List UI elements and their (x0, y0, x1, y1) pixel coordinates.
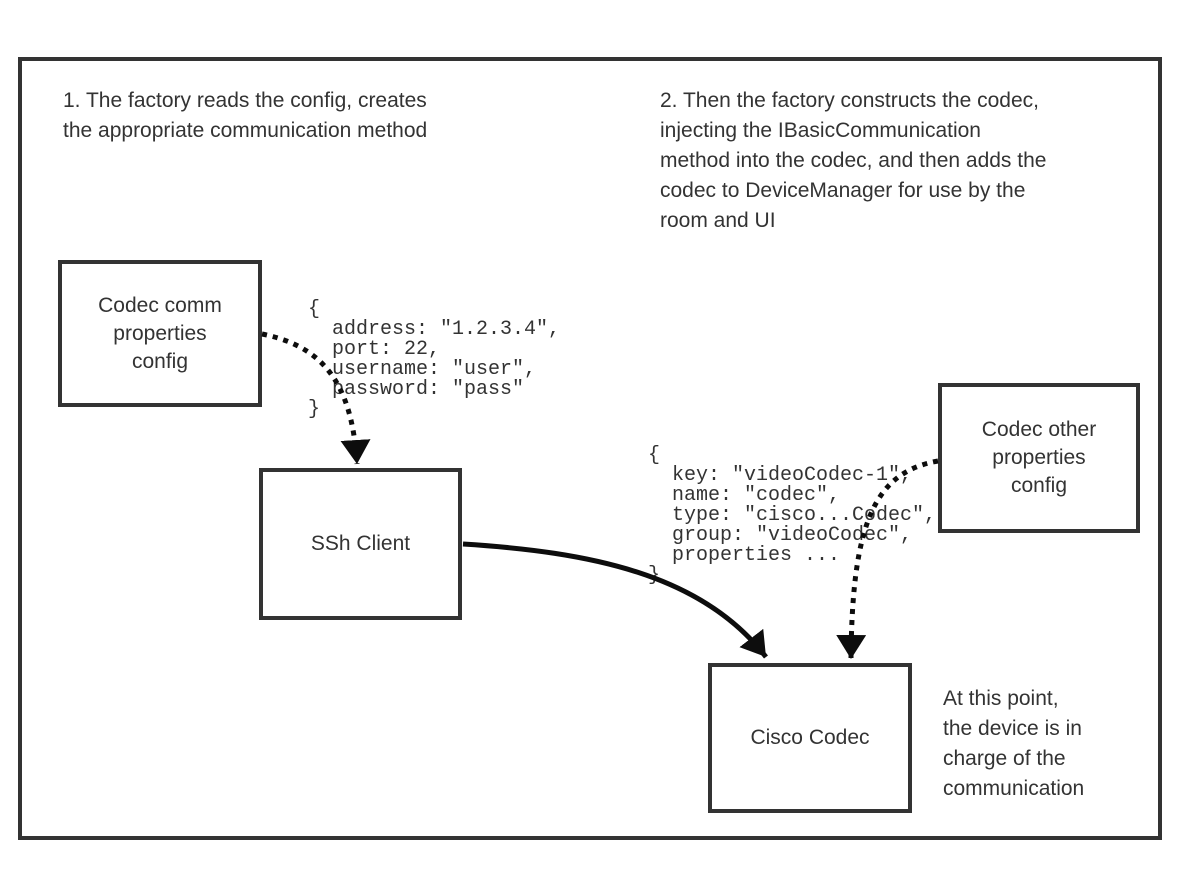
code-comm-properties: { address: "1.2.3.4", port: 22, username: "user", password: "pass" } (308, 298, 561, 421)
note-step1: 1. The factory reads the config, creates the appropriate communication method (63, 89, 428, 142)
code-codec-properties: { key: "videoCodec-1", name: "codec", type: "cisco...Codec", group: "videoCodec", properties ... } (648, 444, 937, 587)
box-codec-comm-properties-config (58, 260, 262, 407)
note-step2: 2. Then the factory constructs the codec, injecting the IBasicCommunication method into the codec, and then adds the codec to DeviceManager for use by the room and UI (660, 89, 1047, 232)
box-codec-other-properties-config (938, 383, 1140, 533)
box-codec-comm-label: Codec comm properties config (98, 293, 222, 373)
box-cisco-codec (708, 663, 912, 813)
box-ssh-client-label: SSh Client (310, 532, 411, 555)
box-ssh-client (259, 468, 462, 620)
box-cisco-codec-label: Cisco Codec (750, 726, 870, 749)
box-codec-other-label: Codec other properties config (981, 418, 1097, 497)
note-result: At this point, the device is in charge of the communication (943, 687, 1085, 800)
